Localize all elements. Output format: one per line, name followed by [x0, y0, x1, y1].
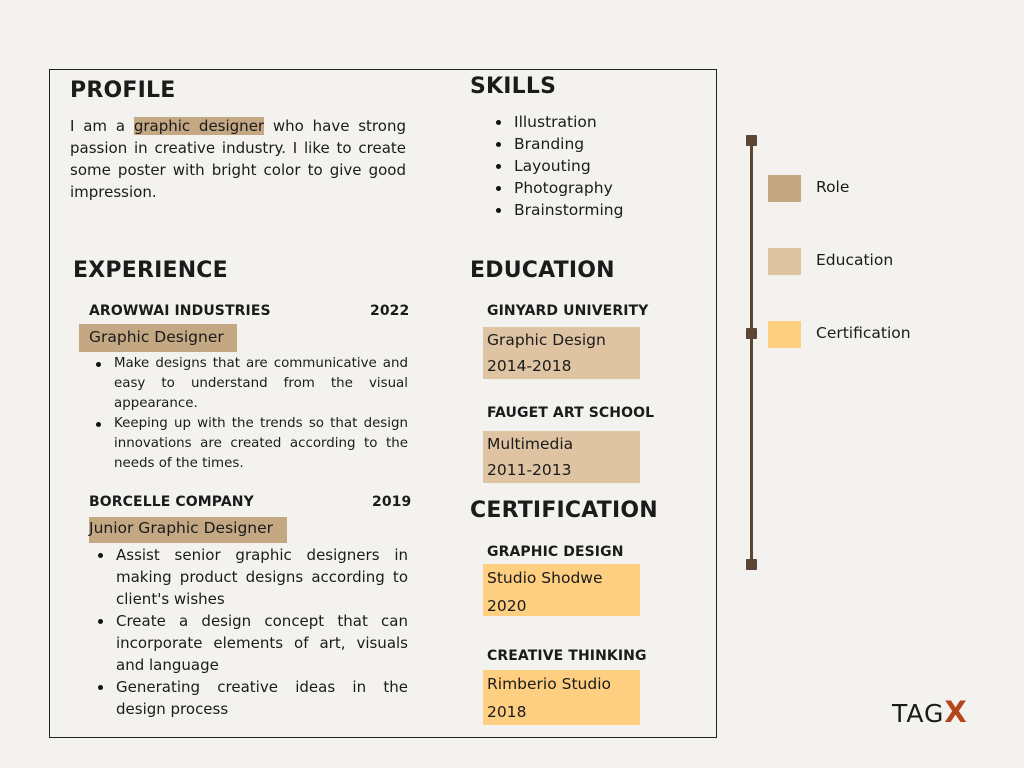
education-heading: EDUCATION [470, 258, 615, 283]
legend-label-education: Education [816, 251, 894, 269]
logo-text: TAG [892, 699, 945, 728]
job-bullet: Make designs that are communicative and easy to understand from the visual appearance. [88, 354, 408, 414]
brand-logo [892, 695, 968, 729]
job-bullets [88, 354, 408, 474]
cert-year: 2018 [487, 703, 527, 721]
cert-title: GRAPHIC DESIGN [487, 544, 624, 560]
timeline-node [746, 559, 757, 570]
edu-school: GINYARD UNIVERITY [487, 303, 649, 319]
skills-list [488, 111, 623, 221]
profile-text: I am a graphic designer who have strong passion in creative industry. I like to create some poster with bright color to give good impression. [70, 117, 406, 201]
edu-field: Graphic Design [487, 331, 606, 349]
skill-item: Illustration [488, 111, 623, 133]
job-bullet: Generating creative ideas in the design process [90, 676, 408, 720]
job-bullet: Assist senior graphic designers in making product designs according to client's wishes [90, 544, 408, 610]
job-bullet: Create a design concept that can incorporate elements of art, visuals and language [90, 610, 408, 676]
skill-item: Layouting [488, 155, 623, 177]
cert-title: CREATIVE THINKING [487, 648, 647, 664]
skill-item: Photography [488, 177, 623, 199]
edu-box [483, 327, 640, 379]
legend-label-role: Role [816, 178, 850, 196]
job-company: AROWWAI INDUSTRIES [89, 303, 271, 319]
job-year: 2019 [372, 494, 412, 510]
certification-heading: CERTIFICATION [470, 498, 658, 523]
cert-year: 2020 [487, 597, 527, 615]
job-role: Graphic Designer [89, 328, 224, 346]
cert-issuer: Studio Shodwe [487, 569, 603, 587]
edu-field: Multimedia [487, 435, 574, 453]
job-bullet: Keeping up with the trends so that design innovations are created according to the needs of the times. [88, 414, 408, 474]
skills-heading: SKILLS [470, 74, 557, 99]
cert-box [483, 670, 640, 725]
timeline-node [746, 135, 757, 146]
edu-box [483, 431, 640, 483]
legend-swatch-role [768, 175, 801, 202]
timeline-rail [750, 140, 753, 564]
job-year: 2022 [370, 303, 410, 319]
job-bullets [90, 544, 408, 720]
experience-heading: EXPERIENCE [73, 258, 228, 283]
skill-item: Brainstorming [488, 199, 623, 221]
edu-years: 2014-2018 [487, 357, 572, 375]
legend-swatch-education [768, 248, 801, 275]
legend-label-certification: Certification [816, 324, 911, 342]
logo-mark: X [944, 695, 968, 729]
edu-years: 2011-2013 [487, 461, 572, 479]
cert-box [483, 564, 640, 616]
cert-issuer: Rimberio Studio [487, 675, 612, 693]
job-role: Junior Graphic Designer [89, 519, 274, 537]
timeline-node [746, 328, 757, 339]
profile-heading: PROFILE [70, 78, 176, 103]
job-company: BORCELLE COMPANY [89, 494, 254, 510]
skill-item: Branding [488, 133, 623, 155]
edu-school: FAUGET ART SCHOOL [487, 405, 655, 421]
legend-swatch-certification [768, 321, 801, 348]
profile-highlight: graphic designer [133, 117, 265, 135]
